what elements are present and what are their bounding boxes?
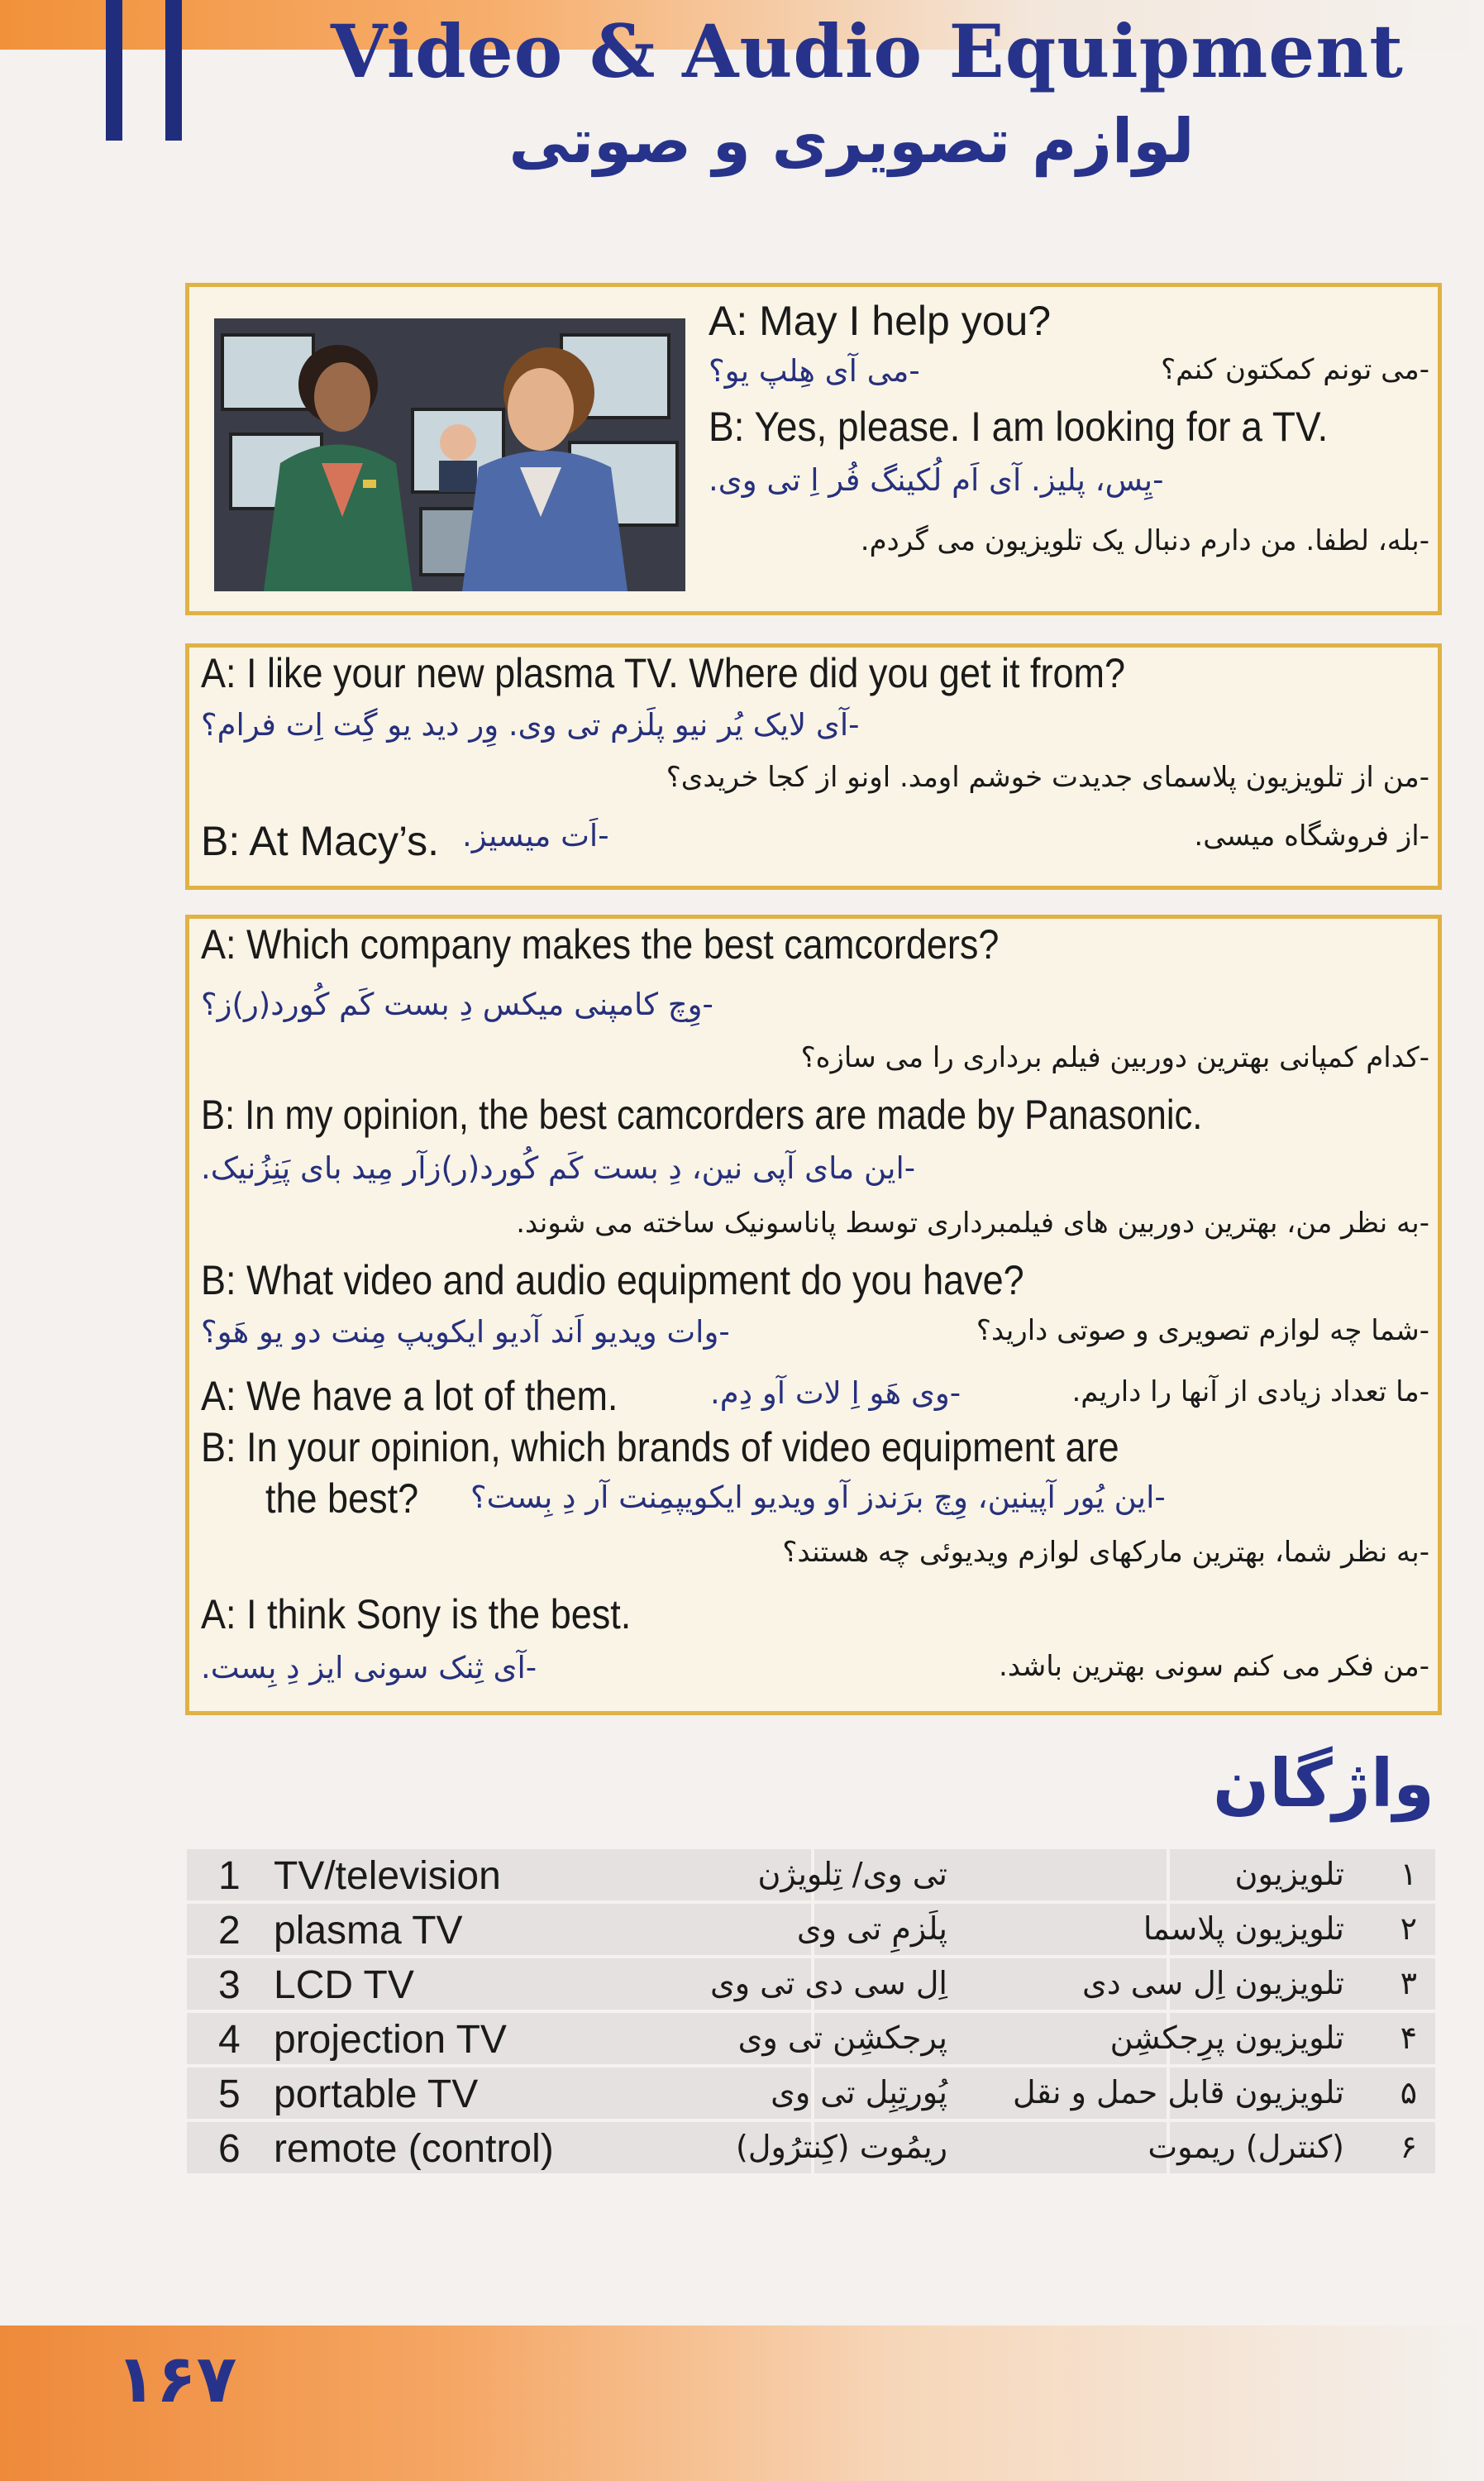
vocab-persian: (کنترل) ریموت xyxy=(1148,2129,1344,2165)
dialog3-line5-pronunciation: -این یُور آپینین، وِچ برَندز آو ویدیو ایکویپمِنت آر دِ بِست؟ xyxy=(470,1480,1166,1515)
vocab-row xyxy=(187,2068,1435,2119)
dialog-box-3 xyxy=(185,915,1442,1715)
vocab-number: 4 xyxy=(218,2018,241,2062)
vocab-persian-number: ۲ xyxy=(1400,1910,1417,1947)
vocab-persian: تلویزیون پلاسما xyxy=(1143,1910,1344,1947)
dialog2-a-pronunciation: -آی لایک یُر نیو پلَزم تی وی. وِر دید یو گِت اِت فرام؟ xyxy=(201,707,860,743)
vocab-number: 5 xyxy=(218,2072,241,2116)
vocab-persian: تلویزیون پرِجکشِن xyxy=(1109,2020,1344,2056)
vocab-persian: تلویزیون قابل حمل و نقل xyxy=(1012,2074,1344,2111)
page-number: ۱۶۷ xyxy=(116,2340,237,2417)
vocab-english: LCD TV xyxy=(274,1963,414,2007)
dialog3-line2-english: B: In my opinion, the best camcorders are made by Panasonic. xyxy=(201,1092,1203,1138)
dialog-box-1 xyxy=(185,283,1442,615)
dialog3-line5b-english: the best? xyxy=(265,1475,419,1522)
vocab-number: 2 xyxy=(218,1909,241,1953)
vocab-number: 6 xyxy=(218,2127,241,2171)
vocab-pronunciation: اِل سی دی تی وی xyxy=(709,1965,947,2001)
vocab-number: 3 xyxy=(218,1963,241,2007)
vocab-persian-number: ۳ xyxy=(1400,1965,1417,2001)
vocab-pronunciation: پلَزمِ تی وی xyxy=(796,1910,947,1947)
vocab-english: portable TV xyxy=(274,2072,479,2116)
dialog3-line1-english: A: Which company makes the best camcorders? xyxy=(201,921,1000,968)
title-english: Video & Audio Equipment xyxy=(331,8,1404,94)
dialog-box-2 xyxy=(185,643,1442,890)
shop-illustration xyxy=(214,318,685,591)
vocab-pronunciation: پرجکشِن تی وی xyxy=(737,2020,947,2056)
dialog2-b-english: B: At Macy’s. xyxy=(201,818,440,864)
vocab-row xyxy=(187,1904,1435,1955)
chapter-bar-right xyxy=(165,0,182,141)
dialog3-line3-english: B: What video and audio equipment do you have? xyxy=(201,1257,1024,1303)
vocab-pronunciation: پُورتِبِل تی وی xyxy=(771,2074,947,2111)
dialog1-b-persian: -بله، لطفا. من دارم دنبال یک تلویزیون می گردم. xyxy=(860,524,1429,557)
dialog3-line4-english: A: We have a lot of them. xyxy=(201,1373,618,1419)
vocab-persian-number: ۵ xyxy=(1400,2074,1417,2111)
dialog2-b-persian: -از فروشگاه میسی. xyxy=(1194,820,1429,853)
vocab-persian: تلویزیون xyxy=(1234,1856,1344,1892)
dialog3-line4-pronunciation: -وی هَو اِ لات آو دِم. xyxy=(710,1375,961,1411)
dialog2-a-english: A: I like your new plasma TV. Where did you get it from? xyxy=(201,650,1126,696)
vocab-row xyxy=(187,1849,1435,1900)
vocab-english: projection TV xyxy=(274,2018,507,2062)
vocab-english: remote (control) xyxy=(274,2127,554,2171)
vocab-row xyxy=(187,2122,1435,2173)
title-persian: لوازم تصویری و صوتی xyxy=(508,106,1195,177)
dialog1-b-pronunciation: -یِس، پلیز. آی اَم لُکینگ فُر اِ تی وی. xyxy=(709,462,1164,498)
dialog3-line1-pronunciation: -وِچ کامپنی میکس دِ بست کَم کُورد(ر)ز؟ xyxy=(201,987,713,1022)
dialog3-line6-english: A: I think Sony is the best. xyxy=(201,1591,632,1637)
vocab-pronunciation: تی وی/ تِلویژن xyxy=(757,1856,947,1892)
dialog2-a-persian: -من از تلویزیون پلاسمای جدیدت خوشم اومد. اونو از کجا خریدی؟ xyxy=(666,761,1429,794)
vocab-row xyxy=(187,1958,1435,2010)
dialog3-line3-persian: -شما چه لوازم تصویری و صوتی دارید؟ xyxy=(976,1314,1429,1347)
dialog2-b-pronunciation: -اَت میسیز. xyxy=(462,818,609,853)
chapter-bar-left xyxy=(106,0,122,141)
vocab-persian: تلویزیون اِل سی دی xyxy=(1081,1965,1344,2001)
vocab-persian-number: ۶ xyxy=(1400,2129,1417,2165)
dialog3-line1-persian: -کدام کمپانی بهترین دوربین فیلم برداری را می سازه؟ xyxy=(800,1041,1429,1074)
dialog3-line6-pronunciation: -آی ثِنک سونی ایز دِ بِست. xyxy=(201,1650,537,1685)
dialog3-line4-persian: -ما تعداد زیادی از آنها را داریم. xyxy=(1071,1375,1429,1408)
vocab-row xyxy=(187,2013,1435,2064)
vocab-persian-number: ۴ xyxy=(1400,2020,1417,2056)
dialog3-line2-persian: -به نظر من، بهترین دوربین های فیلمبرداری توسط پاناسونیک ساخته می شوند. xyxy=(516,1207,1429,1240)
vocab-persian-number: ۱ xyxy=(1400,1856,1417,1892)
dialog3-line3-pronunciation: -وات ویدیو اَند آدیو ایکویپ مِنت دو یو هَو؟ xyxy=(201,1314,730,1350)
dialog1-a-english: A: May I help you? xyxy=(709,298,1052,344)
dialog1-a-persian: -می تونم کمکتون کنم؟ xyxy=(1161,353,1429,386)
dialog1-b-english: B: Yes, please. I am looking for a TV. xyxy=(709,404,1329,450)
vocab-number: 1 xyxy=(218,1854,241,1898)
vocabulary-heading: واژگان xyxy=(1212,1745,1434,1822)
vocab-english: plasma TV xyxy=(274,1909,463,1953)
dialog3-line2-pronunciation: -این مای آپی نین، دِ بست کَم کُورد(ر)زآر مِید بای پَنِزُنیک. xyxy=(201,1150,916,1186)
dialog3-line5-persian: -به نظر شما، بهترین مارکهای لوازم ویدیوئی چه هستند؟ xyxy=(782,1536,1429,1569)
vocab-column-divider xyxy=(1167,1849,1170,1900)
dialog3-line6-persian: -من فکر می کنم سونی بهترین باشد. xyxy=(999,1650,1429,1683)
vocab-english: TV/television xyxy=(274,1854,501,1898)
vocab-pronunciation: ریمُوت (کِنترُول) xyxy=(736,2129,947,2165)
dialog3-line5-english: B: In your opinion, which brands of video equipment are xyxy=(201,1424,1119,1470)
dialog1-a-pronunciation: -می آی هِلپ یو؟ xyxy=(709,353,920,389)
